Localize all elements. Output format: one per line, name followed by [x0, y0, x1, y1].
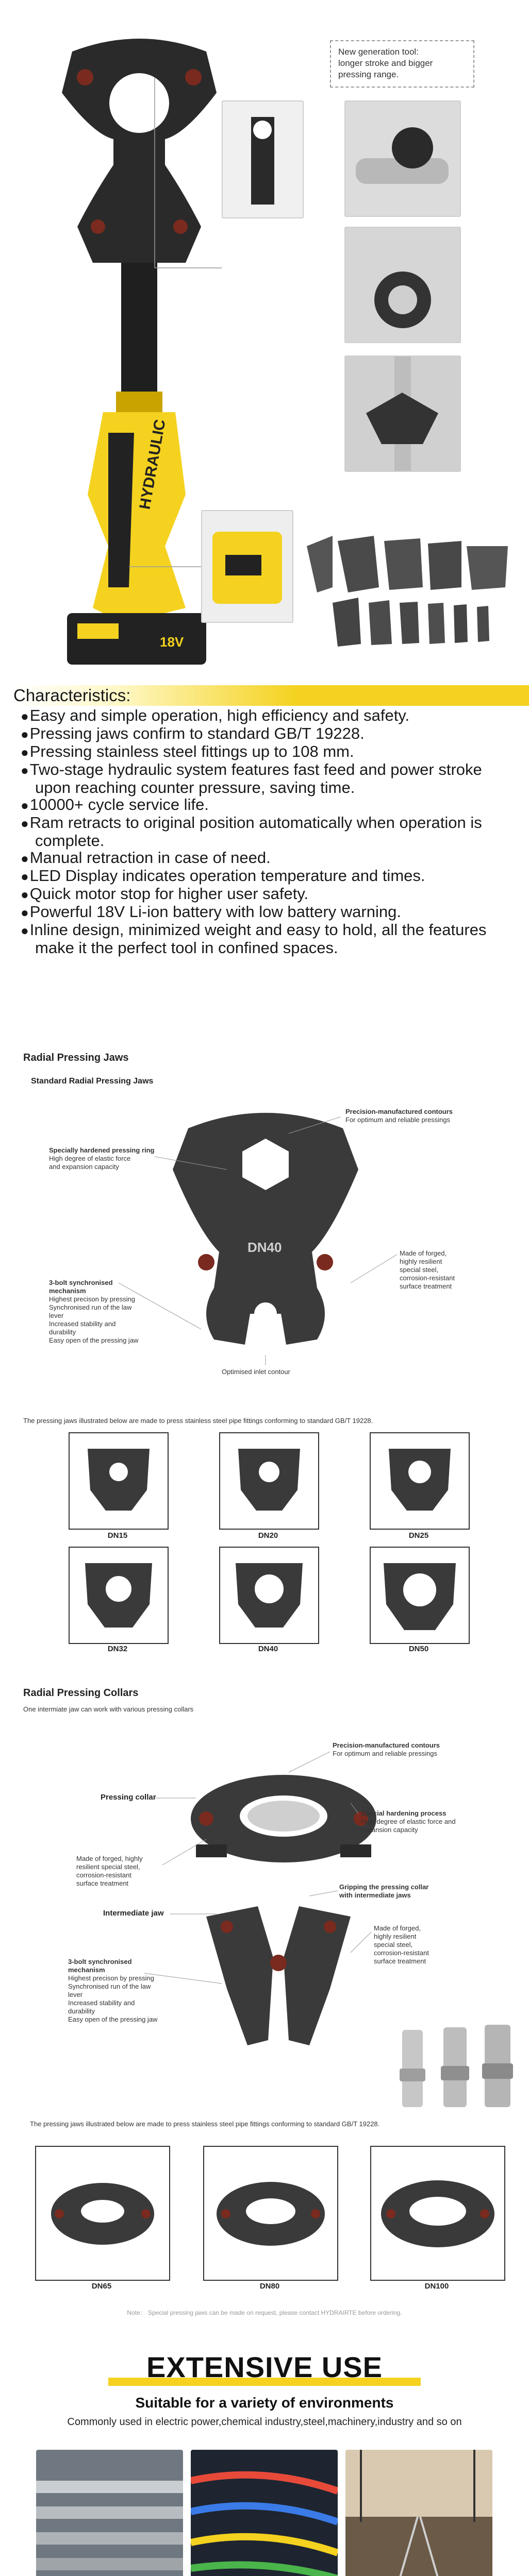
feature-item: ● Inline design, minimized weight and easy to hold, all the features make it the perfect tool in confined spaces. [21, 921, 516, 956]
jaw-size-label: DN40 [258, 1645, 278, 1653]
env-photo-cables [191, 2450, 338, 2576]
characteristics-list [21, 707, 516, 956]
extensive-desc: Commonly used in electric power,chemical industry,steel,machinery,industry and so on [67, 2416, 462, 2428]
jaw-thumb-dn32 [69, 1547, 169, 1644]
feature-item: ● Two-stage hydraulic system features fast feed and power stroke upon reaching counter pressure, saving time. [21, 761, 516, 796]
jaw-size-grid [0, 1432, 529, 1659]
collar-size-label: DN65 [91, 2282, 112, 2291]
feature-item: ● Manual retraction in case of need. [21, 849, 516, 867]
characteristics-title: Characteristics: [13, 686, 131, 705]
jaw-thumb-dn15 [69, 1432, 169, 1530]
collars-title: Radial Pressing Collars [23, 1687, 139, 1699]
closeup-display-photo [201, 510, 293, 623]
jaw-size-label: DN25 [408, 1531, 429, 1540]
collar-label: Pressing collar [101, 1793, 156, 1802]
jaw-size-label: DN32 [107, 1645, 128, 1653]
feature-item: ● Pressing stainless steel fittings up to 108 mm. [21, 743, 516, 761]
collar-thumb-dn100 [370, 2146, 505, 2281]
extensive-subtitle: Suitable for a variety of environments [135, 2395, 394, 2411]
tool-brand-text: HYDRAULIC [136, 418, 169, 511]
collar-thumb-dn65 [35, 2146, 170, 2281]
jaw-thumb-dn25 [370, 1432, 470, 1530]
radial-callout-lines [0, 1097, 529, 1386]
jaw-size-label: DN20 [258, 1531, 278, 1540]
hero-note-line1: New generation tool: [338, 47, 419, 57]
collar-size-label: DN100 [424, 2282, 449, 2291]
fittings-photo [392, 2020, 516, 2112]
collar-callout-precision: Precision-manufactured contours For optimum and reliable pressings [333, 1741, 440, 1757]
jaw-thumb-dn20 [219, 1432, 319, 1530]
callout-forged-steel: Made of forged, highly resilient special steel, corrosion-resistant surface treatment [400, 1249, 455, 1290]
collars-note: The pressing jaws illustrated below are made to press stainless steel pipe fittings conforming to standard GB/T 19228. [30, 2120, 380, 2128]
jaw-size-label: DN15 [107, 1531, 128, 1540]
battery-label: 18V [160, 634, 184, 650]
collar-callout-lines [0, 1736, 529, 2025]
callout-pressing-ring: Specially hardened pressing ring High degree of elastic force and expansion capacity [49, 1146, 155, 1171]
intermediate-jaw-label: Intermediate jaw [103, 1909, 164, 1918]
jaw-thumb-dn40 [219, 1547, 319, 1644]
collar-callout-hardening: Special hardening process High degree of elastic force and expansion capacity [361, 1809, 456, 1834]
extensive-title: EXTENSIVE USE [146, 2351, 383, 2383]
feature-item: ● Quick motor stop for higher user safety. [21, 885, 516, 903]
env-photo-railway [345, 2450, 492, 2576]
callout-inlet: Optimised inlet contour [222, 1368, 290, 1376]
collar-callout-forged2: Made of forged, highly resilient special steel, corrosion-resistant surface treatment [374, 1924, 429, 1965]
usage-photo-3 [344, 355, 461, 472]
collar-size-grid [0, 2146, 529, 2300]
radial-jaws-note: The pressing jaws illustrated below are made to press stainless steel pipe fittings conforming to standard GB/T 19228. [23, 1417, 373, 1425]
jaw-size-label: DN50 [408, 1645, 429, 1653]
feature-item: ● 10000+ cycle service life. [21, 796, 516, 814]
usage-photo-2 [344, 227, 461, 343]
callout-3bolt: 3-bolt synchronised mechanism Highest precison by pressing Synchronised run of the law lever Increased stability and durability Easy open of the pressing jaw [49, 1279, 139, 1344]
env-photo-pipes [36, 2450, 183, 2576]
usage-photo-1 [344, 100, 461, 217]
collar-size-label: DN80 [259, 2282, 280, 2291]
jaws-set-photo [302, 531, 518, 649]
feature-item: ● Powerful 18V Li-ion battery with low battery warning. [21, 903, 516, 921]
jaw-marking-text: DN40 [247, 1240, 282, 1255]
jaw-thumb-dn50 [370, 1547, 470, 1644]
callout-precision: Precision-manufactured contours For optimum and reliable pressings [345, 1108, 453, 1124]
collars-subtitle: One intermiate jaw can work with various pressing collars [23, 1705, 194, 1713]
feature-item: ● LED Display indicates operation temperature and times. [21, 867, 516, 885]
hero-note-line3: pressing range. [338, 70, 399, 79]
collar-thumb-dn80 [203, 2146, 338, 2281]
collars-footnote: Note： Special pressing jaws can be made on request, please contact HYDRAIRTE before ordering. [127, 2309, 402, 2316]
collar-callout-forged: Made of forged, highly resilient special steel, corrosion-resistant surface treatment [76, 1855, 143, 1887]
collar-callout-gripping: Gripping the pressing collar with intermediate jaws [339, 1883, 429, 1899]
feature-item: ● Ram retracts to original position automatically when operation is complete. [21, 814, 516, 849]
hero-note-line2: longer stroke and bigger [338, 58, 433, 68]
radial-jaws-subtitle: Standard Radial Pressing Jaws [31, 1077, 154, 1086]
feature-item: ● Pressing jaws confirm to standard GB/T 19228. [21, 725, 516, 743]
closeup-jaw-photo [222, 100, 304, 218]
hero-section [0, 0, 529, 680]
radial-jaws-title: Radial Pressing Jaws [23, 1052, 129, 1063]
feature-item: ● Easy and simple operation, high efficiency and safety. [21, 707, 516, 725]
collar-callout-3bolt: 3-bolt synchronised mechanism Highest precison by pressing Synchronised run of the law lever Increased stability and durability Easy open of the pressing jaw [68, 1958, 158, 2023]
